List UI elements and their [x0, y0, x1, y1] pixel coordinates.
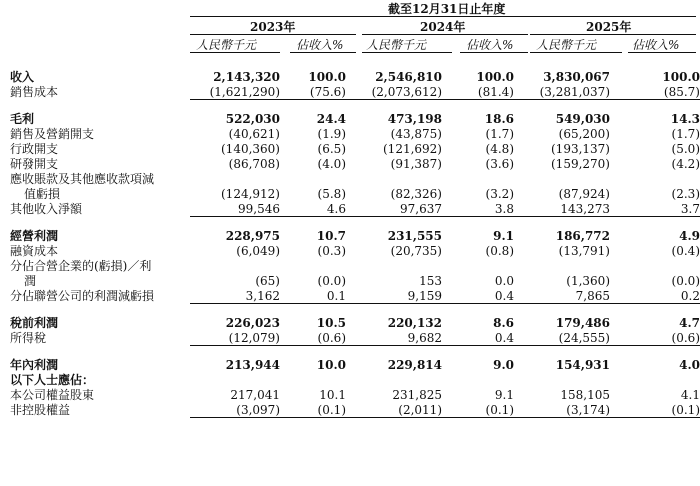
table-row: 分佔合營企業的(虧損)／利 — [10, 259, 152, 273]
table-row: 研發開支 (86,708) (4.0) (91,387) (3.6) (159,270) (4.2) — [10, 157, 700, 171]
pct-label-2023: 佔收入% — [296, 38, 344, 52]
table-row: 非控股權益 (3,097) (0.1) (2,011) (0.1) (3,174) (0.1) — [10, 403, 700, 417]
table-row: 稅前利潤 226,023 10.5 220,132 8.6 179,486 4.7 — [10, 316, 700, 330]
period-rule — [190, 16, 696, 17]
table-row: 本公司權益股東 217,041 10.1 231,825 9.1 158,105 4.1 — [10, 388, 700, 402]
year-2024-rule — [362, 34, 528, 35]
header-underline-3 — [362, 52, 452, 53]
pct-label-2024: 佔收入% — [466, 38, 514, 52]
period-heading: 截至12月31日止年度 — [388, 2, 506, 16]
header-underline-1 — [190, 52, 280, 53]
unit-label-2024: 人民幣千元 — [366, 38, 427, 52]
table-row: 融資成本 (6,049) (0.3) (20,735) (0.8) (13,791) (0.4) — [10, 244, 700, 258]
table-row: 收入 2,143,320 100.0 2,546,810 100.0 3,830,067 100.0 — [10, 70, 700, 84]
table-row: 年內利潤 213,944 10.0 229,814 9.0 154,931 4.0 — [10, 358, 700, 372]
header-underline-5 — [530, 52, 622, 53]
header-underline-4 — [460, 52, 528, 53]
table-row: 銷售成本 (1,621,290) (75.6) (2,073,612) (81.4) (3,281,037) (85.7) — [10, 85, 700, 99]
table-row: 其他收入淨額 99,546 4.6 97,637 3.8 143,273 3.7 — [10, 202, 700, 216]
year-2025-heading: 2025年 — [586, 20, 632, 34]
table-row: 潤 (65) (0.0) 153 0.0 (1,360) (0.0) — [24, 274, 700, 288]
unit-label-2023: 人民幣千元 — [196, 38, 257, 52]
income-statement-table — [0, 70, 700, 418]
header-underline-6 — [628, 52, 696, 53]
table-row: 以下人士應佔： — [10, 373, 95, 387]
table-row: 銷售及營銷開支 (40,621) (1.9) (43,875) (1.7) (65,200) (1.7) — [10, 127, 700, 141]
table-row: 經營利潤 228,975 10.7 231,555 9.1 186,772 4.9 — [10, 229, 700, 243]
header-underline-2 — [290, 52, 356, 53]
unit-label-2025: 人民幣千元 — [536, 38, 597, 52]
table-row: 毛利 522,030 24.4 473,198 18.6 549,030 14.3 — [10, 112, 700, 126]
table-row: 行政開支 (140,360) (6.5) (121,692) (4.8) (193,137) (5.0) — [10, 142, 700, 156]
year-2025-rule — [530, 34, 696, 35]
table-row: 應收賬款及其他應收款項減 — [10, 172, 155, 186]
table-row: 值虧損 (124,912) (5.8) (82,326) (3.2) (87,924) (2.3) — [24, 187, 700, 201]
year-2023-heading: 2023年 — [250, 20, 296, 34]
year-2024-heading: 2024年 — [420, 20, 466, 34]
table-row: 分佔聯營公司的利潤減虧損 3,162 0.1 9,159 0.4 7,865 0.2 — [10, 289, 700, 303]
table-row: 所得稅 (12,079) (0.6) 9,682 0.4 (24,555) (0.6) — [10, 331, 700, 345]
year-2023-rule — [190, 34, 356, 35]
pct-label-2025: 佔收入% — [632, 38, 680, 52]
